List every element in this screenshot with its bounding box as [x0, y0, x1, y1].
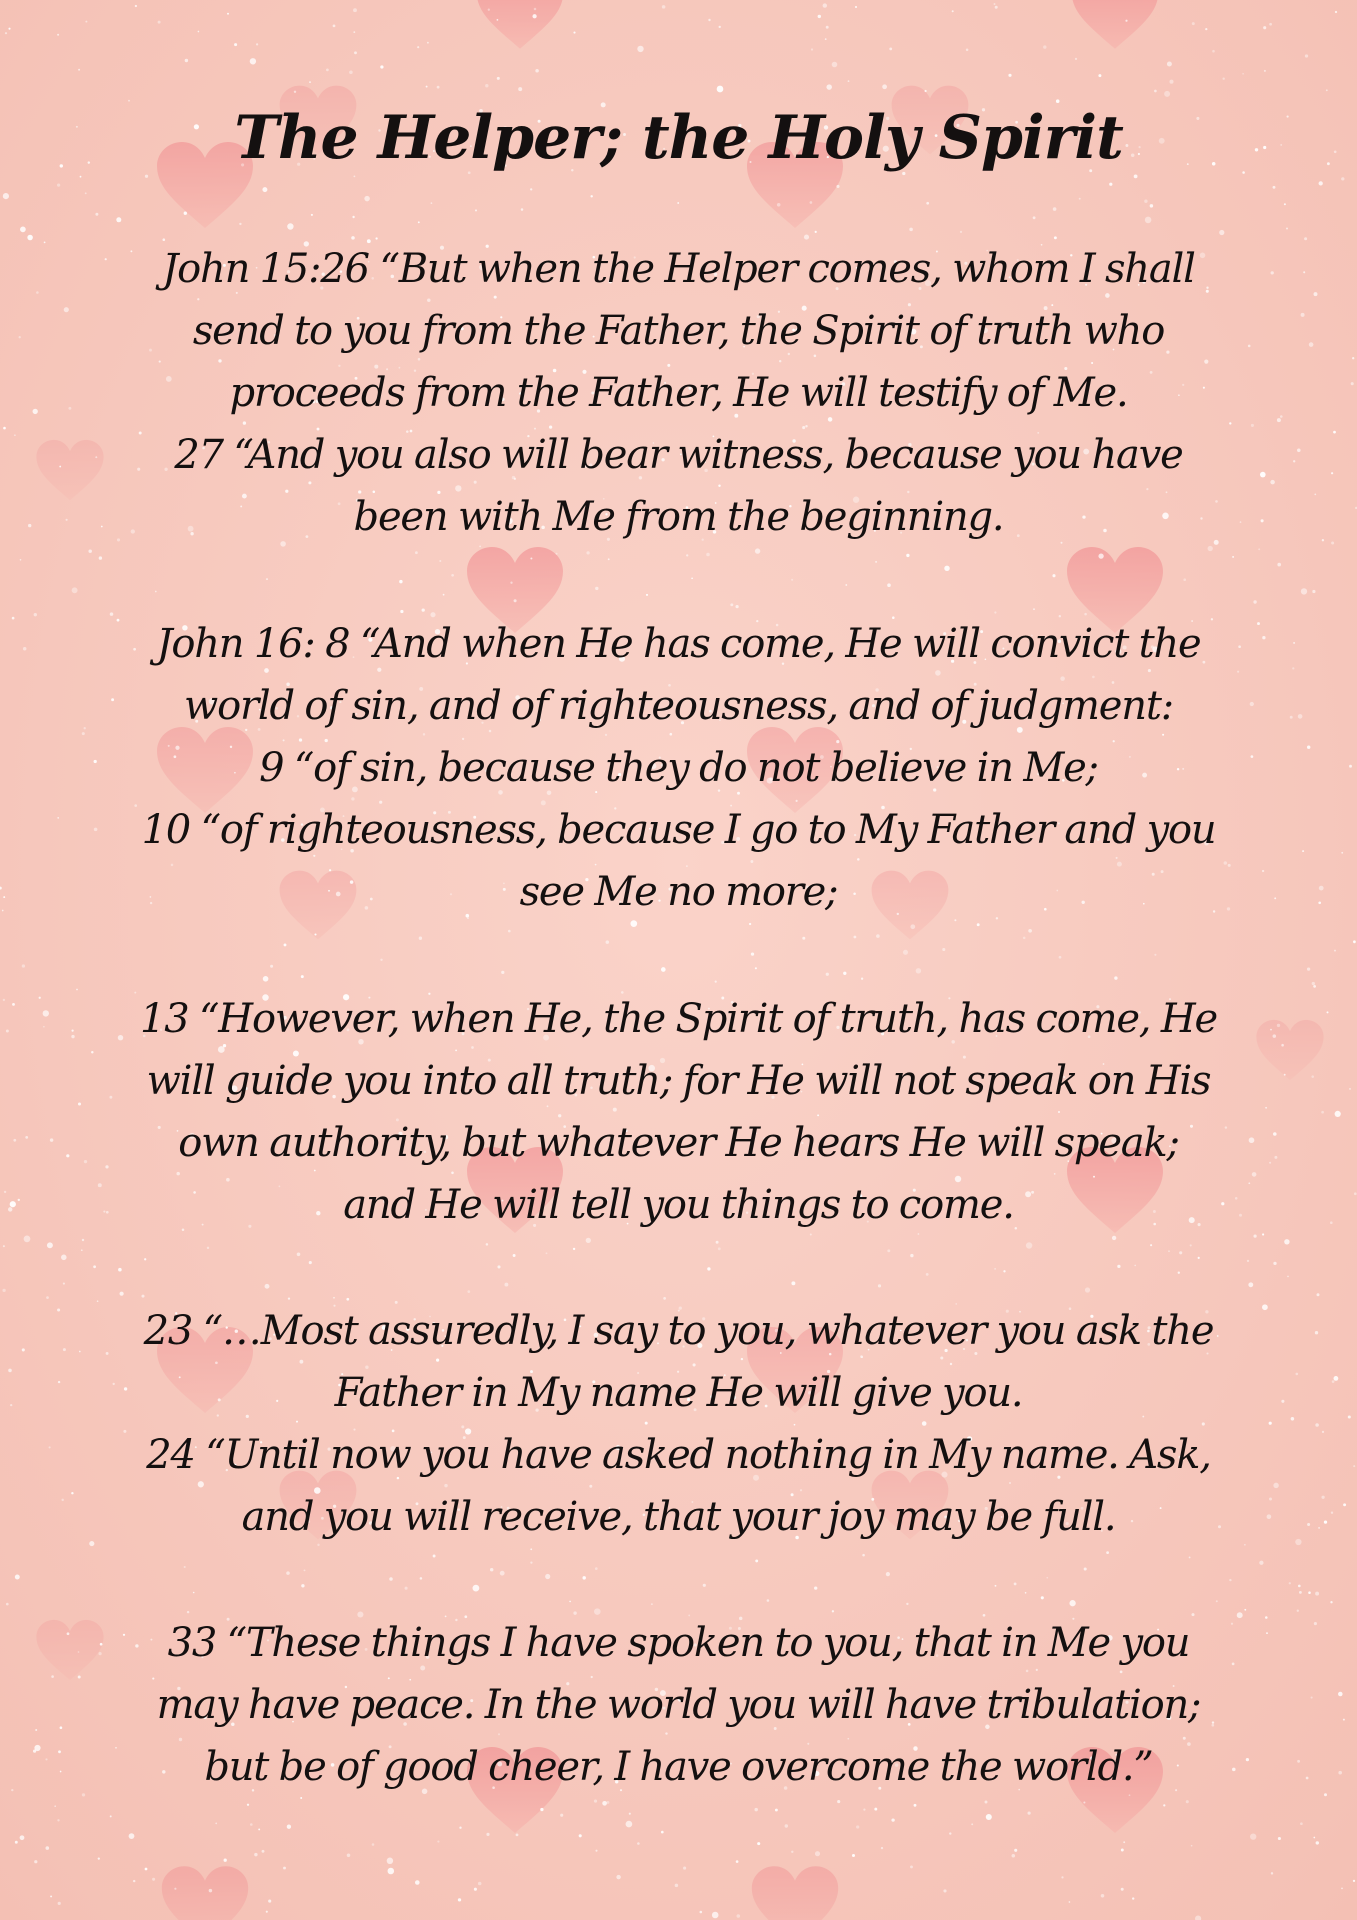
scripture-passage-3 [40, 988, 1317, 1236]
verse-line: 13 “However, when He, the Spirit of truth, has come, He [140, 996, 1217, 1042]
scripture-passage-1 [40, 238, 1317, 548]
verse-line: see Me no more; [519, 869, 838, 915]
verse-line: 27 “And you also will bear witness, because you have [174, 432, 1183, 478]
verse-line: been with Me from the beginning. [353, 494, 1004, 540]
verse-line: John 15:26 “But when the Helper comes, whom I shall [162, 246, 1195, 292]
verse-line: send to you from the Father, the Spirit of truth who [192, 308, 1165, 354]
verse-line: 33 “These things I have spoken to you, that in Me you [167, 1620, 1190, 1666]
verse-line: 23 “…Most assuredly, I say to you, whatever you ask the [143, 1308, 1214, 1354]
verse-line: John 16: 8 “And when He has come, He will convict the [156, 621, 1201, 667]
verse-line: Father in My name He will give you. [334, 1370, 1023, 1416]
verse-line: may have peace. In the world you will have tribulation; [156, 1682, 1201, 1728]
scripture-passage-2 [40, 613, 1317, 923]
verse-line: and you will receive, that your joy may be full. [241, 1494, 1116, 1540]
verse-line: proceeds from the Father, He will testify of Me. [229, 370, 1128, 416]
verse-line: 10 “of righteousness, because I go to My Father and you [141, 807, 1216, 853]
verse-line: 24 “Until now you have asked nothing in My name. Ask, [146, 1432, 1211, 1478]
verse-line: but be of good cheer, I have overcome the world.” [204, 1744, 1153, 1790]
scripture-passage-4 [40, 1300, 1317, 1548]
verse-line: world of sin, and of righteousness, and of judgment: [184, 683, 1173, 729]
page-title: The Helper; the Holy Spirit [234, 103, 1123, 173]
verse-line: 9 “of sin, because they do not believe in Me; [259, 745, 1098, 791]
verse-line: and He will tell you things to come. [343, 1182, 1014, 1228]
verse-line: own authority, but whatever He hears He will speak; [178, 1120, 1179, 1166]
verse-line: will guide you into all truth; for He will not speak on His [146, 1058, 1211, 1104]
scripture-passage-5 [40, 1612, 1317, 1798]
